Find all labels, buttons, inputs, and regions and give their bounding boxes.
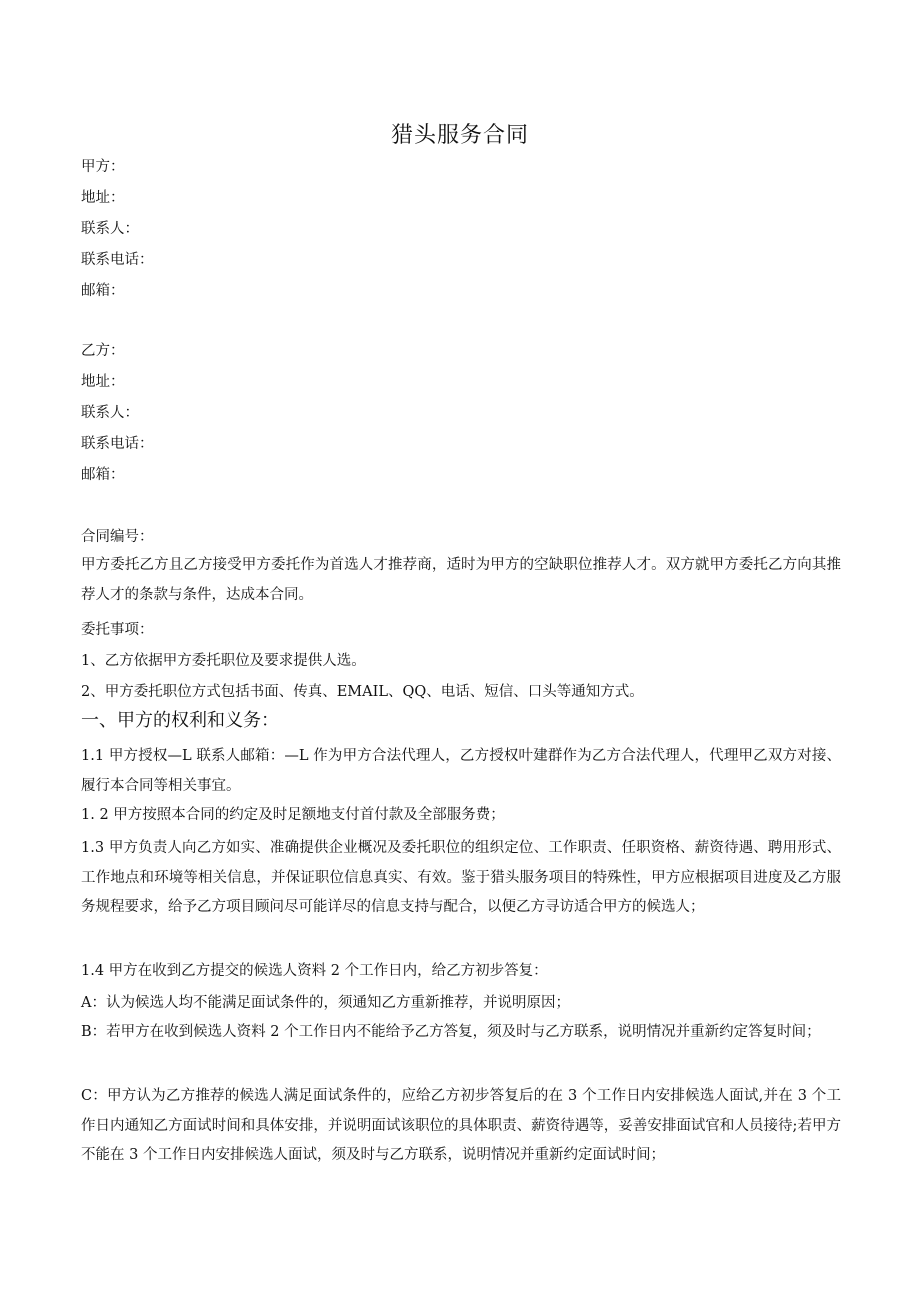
commission-item-1: 1、乙方依据甲方委托职位及要求提供人选。 <box>81 653 366 669</box>
intro-paragraph: 甲方委托乙方且乙方接受甲方委托作为首选人才推荐商，适时为甲方的空缺职位推荐人才。双方就甲方委托乙方向其推荐人才的条款与条件，达成本合同。 <box>81 557 841 603</box>
party-a-address-label: 地址： <box>81 190 125 206</box>
clause-1-1: 1.1 甲方授权—L 联系人邮箱：—L 作为甲方合法代理人，乙方授权叶建群作为乙方合法代理人，代理甲乙双方对接、履行本合同等相关事宜。 <box>81 748 841 794</box>
party-b-contact-label: 联系人： <box>81 405 139 421</box>
page-title: 猎头服务合同 <box>390 123 529 148</box>
party-b-address-label: 地址： <box>81 374 125 390</box>
party-a-contact-label: 联系人： <box>81 221 139 237</box>
clause-1-4-c: C：甲方认为乙方推荐的候选人满足面试条件的，应给乙方初步答复后的在 3 个工作日内安排候选人面试,并在 3 个工作日内通知乙方面试时间和具体安排，并说明面试该职位的具体职责、薪资待遇等，妥善安排面试官和人员接待;若甲方不能在 3 个工作日内安排候选人面试，须及时与乙方联系，说明情况并重新约定面试时间； <box>81 1088 841 1163</box>
commission-label: 委托事项： <box>81 622 154 638</box>
party-a-name-label: 甲方： <box>81 159 125 175</box>
clause-1-3: 1.3 甲方负责人向乙方如实、准确提供企业概况及委托职位的组织定位、工作职责、任职资格、薪资待遇、聘用形式、工作地点和环境等相关信息，并保证职位信息真实、有效。鉴于猎头服务项目的特殊性，甲方应根据项目进度及乙方服务规程要求，给予乙方项目顾问尽可能详尽的信息支持与配合，以便乙方寻访适合甲方的候选人； <box>81 840 841 915</box>
commission-item-2: 2、甲方委托职位方式包括书面、传真、EMAIL、QQ、电话、短信、口头等通知方式。 <box>81 684 644 700</box>
contract-number-label: 合同编号： <box>81 529 154 545</box>
clause-1-2: 1. 2 甲方按照本合同的约定及时足额地支付首付款及全部服务费； <box>81 807 505 823</box>
party-b-name-label: 乙方： <box>81 343 125 359</box>
clause-1-4-a: A：认为候选人均不能满足面试条件的，须通知乙方重新推荐，并说明原因； <box>81 995 570 1011</box>
party-a-email-label: 邮箱： <box>81 283 125 299</box>
party-b-phone-label: 联系电话： <box>81 436 154 452</box>
clause-1-4-b: B：若甲方在收到候选人资料 2 个工作日内不能给予乙方答复，须及时与乙方联系，说明情况并重新约定答复时间； <box>81 1024 821 1040</box>
section-1-heading: 一、甲方的权利和义务： <box>81 710 279 731</box>
party-b-email-label: 邮箱： <box>81 467 125 483</box>
party-a-phone-label: 联系电话： <box>81 252 154 268</box>
clause-1-4: 1.4 甲方在收到乙方提交的候选人资料 2 个工作日内，给乙方初步答复： <box>81 963 548 979</box>
